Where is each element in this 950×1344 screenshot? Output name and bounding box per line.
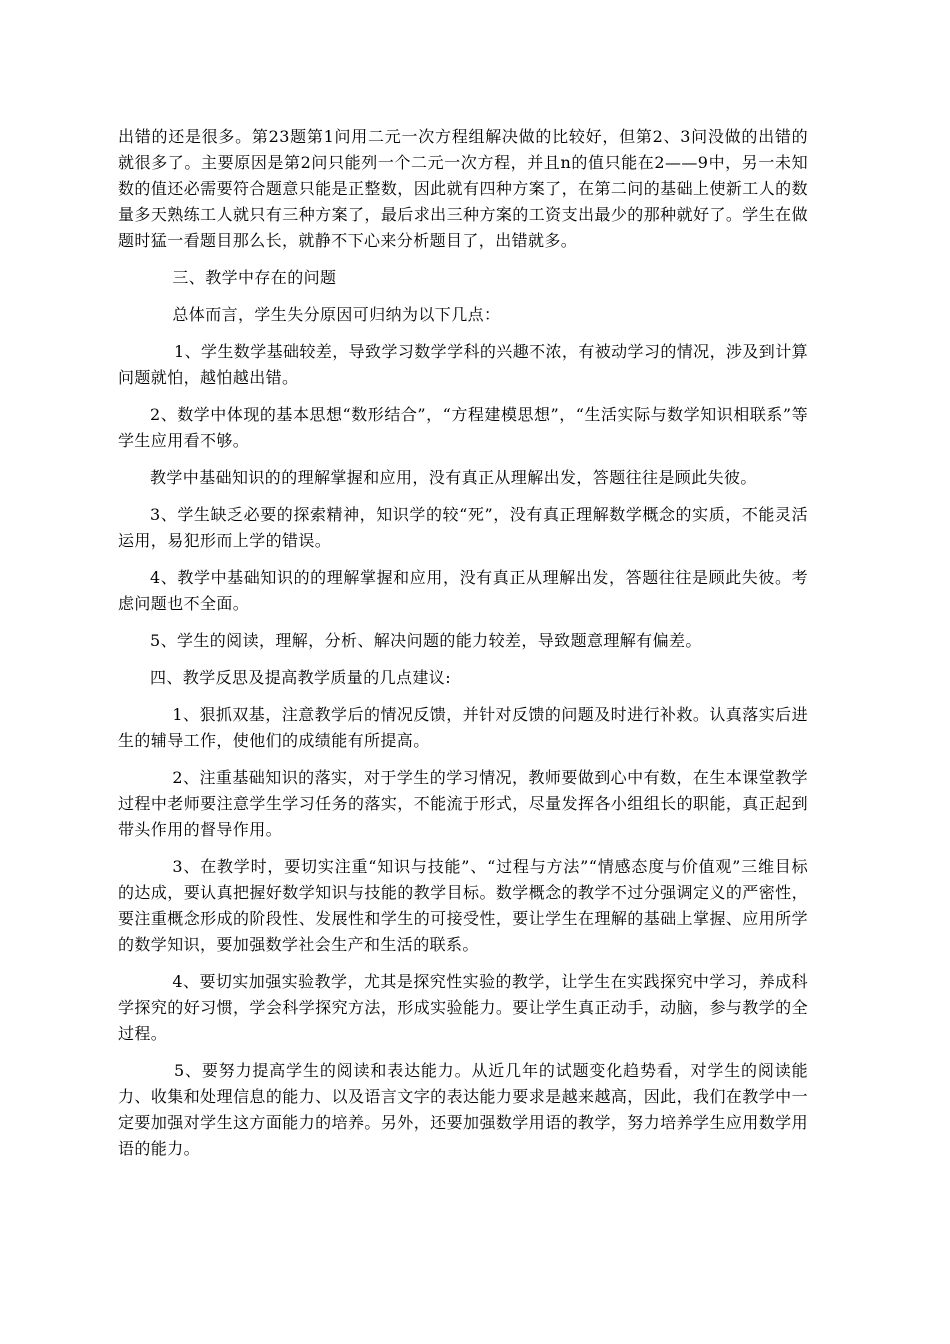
list-item-problem-5: 5、学生的阅读，理解，分析、解决问题的能力较差，导致题意理解有偏差。 [150, 631, 702, 650]
list-item-suggestion-1: 1、狠抓双基，注意教学后的情况反馈，并针对反馈的问题及时进行补救。认真落实后进生的辅导工作，使他们的成绩能有所提高。 [118, 705, 808, 750]
list-item-problem-2: 2、数学中体现的基本思想“数形结合”，“方程建模思想”，“生活实际与数学知识相联系”等学生应用看不够。 [118, 405, 808, 450]
section-heading-suggestions: 四、教学反思及提高教学质量的几点建议: [150, 668, 451, 687]
list-item-suggestion-4: 4、要切实加强实验教学，尤其是探究性实验的教学，让学生在实践探究中学习，养成科学探究的好习惯，学会科学探究方法，形成实验能力。要让学生真正动手，动脑，参与教学的全过程。 [118, 972, 808, 1043]
list-item-suggestion-5: 5、要努力提高学生的阅读和表达能力。从近几年的试题变化趋势看，对学生的阅读能力、收集和处理信息的能力、以及语言文字的表达能力要求是越来越高，因此，我们在教学中一定要加强对学生这方面能力的培养。另外，还要加强数学用语的教学，努力培养学生应用数学用语的能力。 [118, 1061, 808, 1158]
paragraph-basic-knowledge: 教学中基础知识的的理解掌握和应用，没有真正从理解出发，答题往往是顾此失彼。 [150, 468, 757, 487]
list-item-suggestion-3: 3、在教学时，要切实注重“知识与技能”、“过程与方法”“情感态度与价值观”三维目标的达成，要认真把握好数学知识与技能的教学目标。数学概念的教学不过分强调定义的严密性，要注重概念形成的阶段性、发展性和学生的可接受性，要让学生在理解的基础上掌握、应用所学的数学知识，要加强数学社会生产和生活的联系。 [118, 857, 808, 954]
list-item-problem-3: 3、学生缺乏必要的探索精神，知识学的较“死”，没有真正理解数学概念的实质，不能灵活运用，易犯形而上学的错误。 [118, 505, 808, 550]
paragraph-analysis-q23: 出错的还是很多。第23题第1问用二元一次方程组解决做的比较好，但第2、3问没做的出错的就很多了。主要原因是第2问只能列一个二元一次方程，并且n的值只能在2——9中，另一未知数的值还必需要符合题意只能是正整数，因此就有四种方案了，在第二问的基础上使新工人的数量多天熟练工人就只有三种方案了，最后求出三种方案的工资支出最少的那种就好了。学生在做题时猛一看题目那么长，就静不下心来分析题目了，出错就多。 [118, 127, 808, 250]
list-item-problem-1: 1、学生数学基础较差，导致学习数学学科的兴趣不浓，有被动学习的情况，涉及到计算问题就怕，越怕越出错。 [118, 342, 808, 387]
paragraph-summary-intro: 总体而言，学生失分原因可归纳为以下几点： [172, 305, 501, 324]
document-page [118, 124, 808, 1173]
section-heading-problems: 三、教学中存在的问题 [172, 268, 337, 287]
list-item-suggestion-2: 2、注重基础知识的落实，对于学生的学习情况，教师要做到心中有数，在生本课堂教学过程中老师要注意学生学习任务的落实，不能流于形式，尽量发挥各小组组长的职能，真正起到带头作用的督导作用。 [118, 768, 808, 839]
list-item-problem-4: 4、教学中基础知识的的理解掌握和应用，没有真正从理解出发，答题往往是顾此失彼。考虑问题也不全面。 [118, 568, 808, 613]
